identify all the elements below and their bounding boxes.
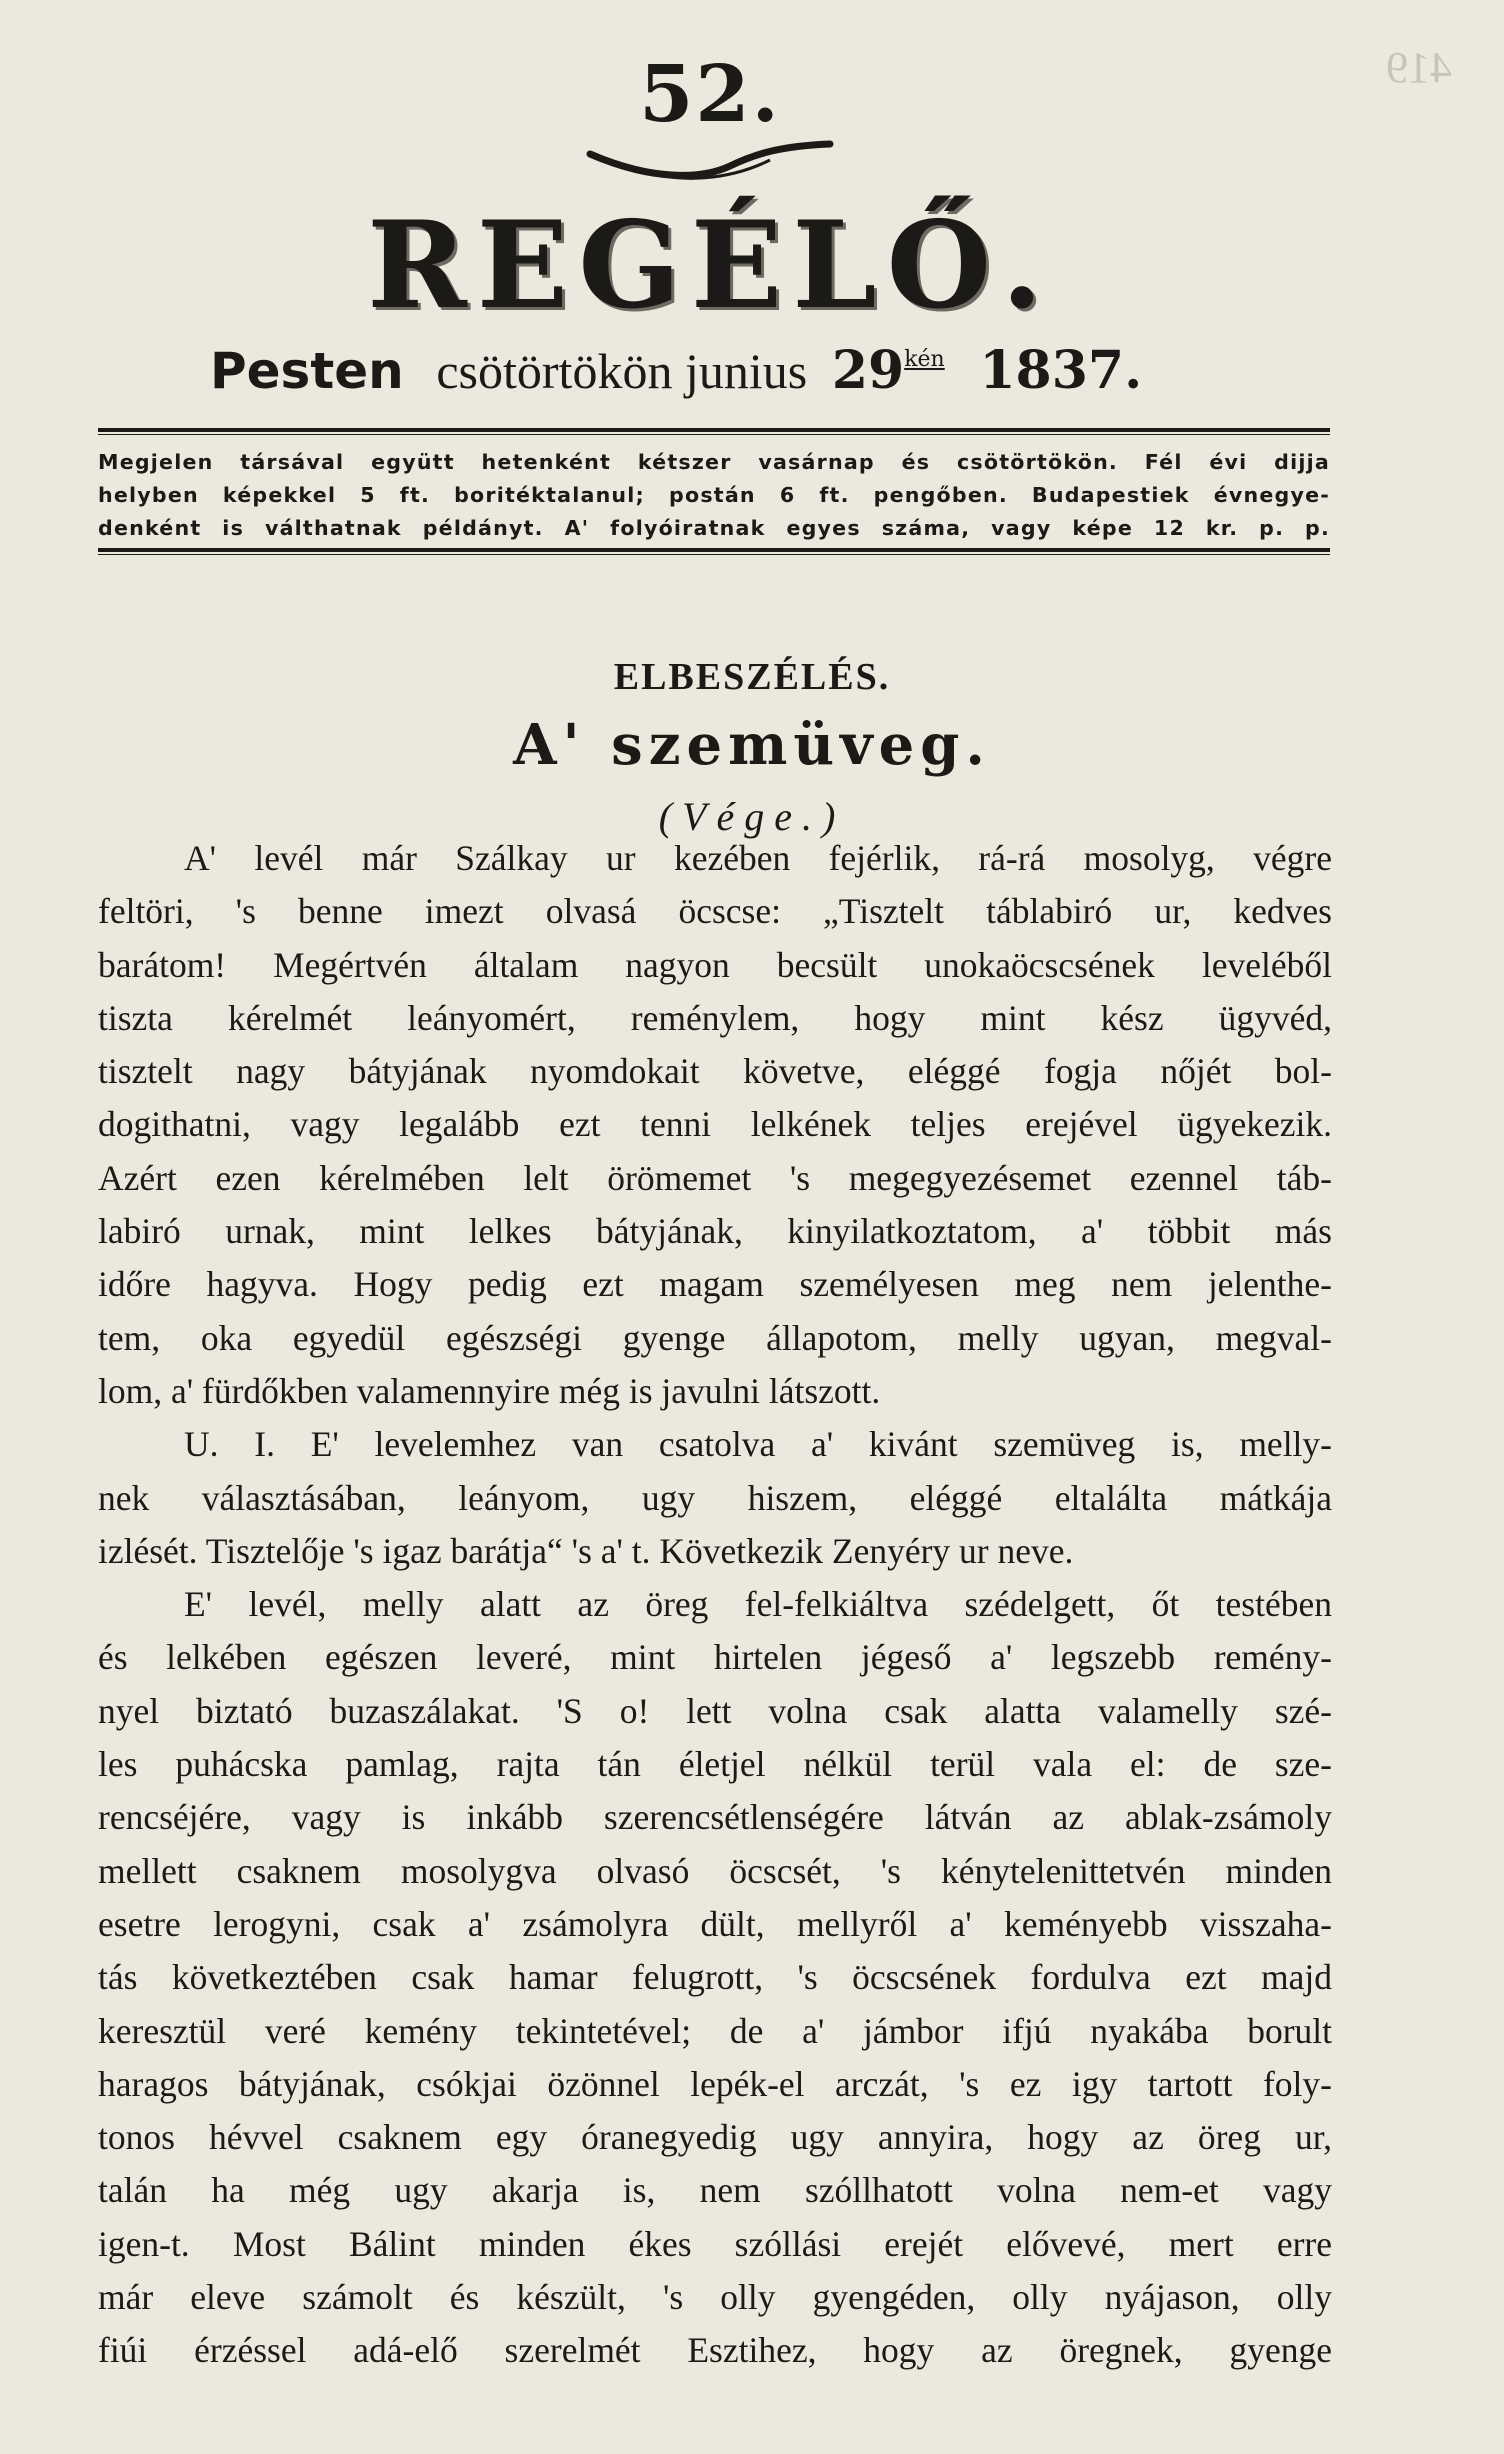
story-subtitle: (Vége.) [658, 794, 846, 839]
body-line: tem, oka egyedül egészségi gyenge állapotom, melly ugyan, megval- [98, 1317, 1332, 1358]
header-rule-bottom-thin [98, 554, 1330, 555]
body-line: rencséjére, vagy is inkább szerencsétlenségére látván az ablak-zsámoly [98, 1797, 1332, 1838]
body-line: Azért ezen kérelmében lelt örömemet 's megegyezésemet ezennel táb- [98, 1157, 1332, 1198]
dateline-day: csötörtökön junius [436, 343, 808, 399]
dateline-day-suffix: kén [904, 347, 945, 372]
body-line: nyel biztató buzaszálakat. 'S o! lett volna csak alatta valamelly szé- [98, 1690, 1332, 1731]
body-line: esetre lerogyni, csak a' zsámolyra dült, mellyről a' keményebb visszaha- [98, 1903, 1332, 1944]
body-line: mellett csaknem mosolygva olvasó öcscsét, 's kénytelenittetvén minden [98, 1850, 1332, 1891]
body-line: A' levél már Szálkay ur kezében fejérlik, rá-rá mosolyg, végre [184, 838, 1332, 878]
newspaper-title: REGÉLŐ. [367, 195, 1053, 336]
dateline-day-number: 29 [831, 340, 905, 401]
body-line: dogithatni, vagy legalább ezt tenni lelkének teljes erejével ügyekezik. [98, 1104, 1332, 1145]
article-body [98, 832, 1332, 2378]
subscription-line: helyben képekkel 5 ft. boritéktalanul; postán 6 ft. pengőben. Budapestiek évnegye- [98, 483, 1330, 507]
body-line: keresztül veré kemény tekintetével; de a' jámbor ifjú nyakába borult [98, 2010, 1332, 2051]
body-line: és lelkében egészen leveré, mint hirtelen jégeső a' legszebb remény- [98, 1637, 1332, 1678]
body-line: talán ha még ugy akarja is, nem szóllhatott volna nem-et vagy [98, 2170, 1332, 2211]
swash-ornament-icon [580, 140, 840, 188]
body-line: haragos bátyjának, csókjai özönnel lepék-el arczát, 's ez igy tartott foly- [98, 2063, 1332, 2104]
body-line: tás következtében csak hamar felugrott, 's öcscsének fordulva ezt majd [98, 1957, 1332, 1998]
body-line: időre hagyva. Hogy pedig ezt magam személyesen meg nem jelenthe- [98, 1264, 1332, 1305]
body-line: már eleve számolt és készült, 's olly gyengéden, olly nyájason, olly [98, 2277, 1332, 2318]
body-line: nek választásában, leányom, ugy hiszem, eléggé eltalálta mátkája [98, 1477, 1332, 1518]
subscription-line: Megjelen társával együtt hetenként kétszer vasárnap és csötörtökön. Fél évi dijja [98, 450, 1330, 474]
subscription-line: denként is válthatnak példányt. A' folyóiratnak egyes száma, vagy képe 12 kr. p. p. [98, 516, 1330, 540]
body-line: barátom! Megértvén általam nagyon becsült unokaöcscsének leveléből [98, 944, 1332, 985]
body-line: les puhácska pamlag, rajta tán életjel nélkül terül vala el: de sze- [98, 1744, 1332, 1785]
body-line: izlését. Tisztelője 's igaz barátja“ 's a' t. Következik Zenyéry ur neve. [98, 1530, 1074, 1571]
body-line: E' levél, melly alatt az öreg fel-felkiáltva szédelgett, őt testében [184, 1584, 1332, 1625]
header-rule-bottom [98, 548, 1330, 552]
dateline-year: 1837. [979, 340, 1143, 401]
header-rule-top [98, 428, 1330, 432]
bleed-through-page-number: 419 [1386, 43, 1452, 92]
body-line: labiró urnak, mint lelkes bátyjának, kinyilatkoztatom, a' többit más [98, 1211, 1332, 1252]
dateline-city: Pesten [210, 342, 404, 400]
body-line: tonos hévvel csaknem egy óranegyedig ugy annyira, hogy az öreg ur, [98, 2117, 1332, 2158]
body-line: igen-t. Most Bálint minden ékes szóllási erejét elővevé, mert erre [98, 2223, 1332, 2264]
header-rule-top-thin [98, 434, 1330, 435]
subscription-notice [98, 446, 1330, 545]
issue-number: 52. [639, 49, 781, 140]
body-line: fiúi érzéssel adá-elő szerelmét Esztihez, hogy az öregnek, gyenge [98, 2330, 1332, 2371]
section-heading: ELBESZÉLÉS. [613, 656, 891, 698]
body-line: tiszta kérelmét leányomért, reménylem, hogy mint kész ügyvéd, [98, 997, 1332, 1038]
dateline [210, 340, 1250, 401]
body-line: lom, a' fürdőkben valamennyire még is javulni látszott. [98, 1370, 881, 1411]
body-line: U. I. E' levelemhez van csatolva a' kivánt szemüveg is, melly- [184, 1424, 1332, 1465]
body-line: tisztelt nagy bátyjának nyomdokait követve, eléggé fogja nőjét bol- [98, 1051, 1332, 1092]
story-title: A' szemüveg. [513, 712, 991, 778]
body-line: feltöri, 's benne imezt olvasá öcscse: „Tisztelt táblabiró ur, kedves [98, 891, 1332, 932]
masthead [100, 40, 1320, 336]
